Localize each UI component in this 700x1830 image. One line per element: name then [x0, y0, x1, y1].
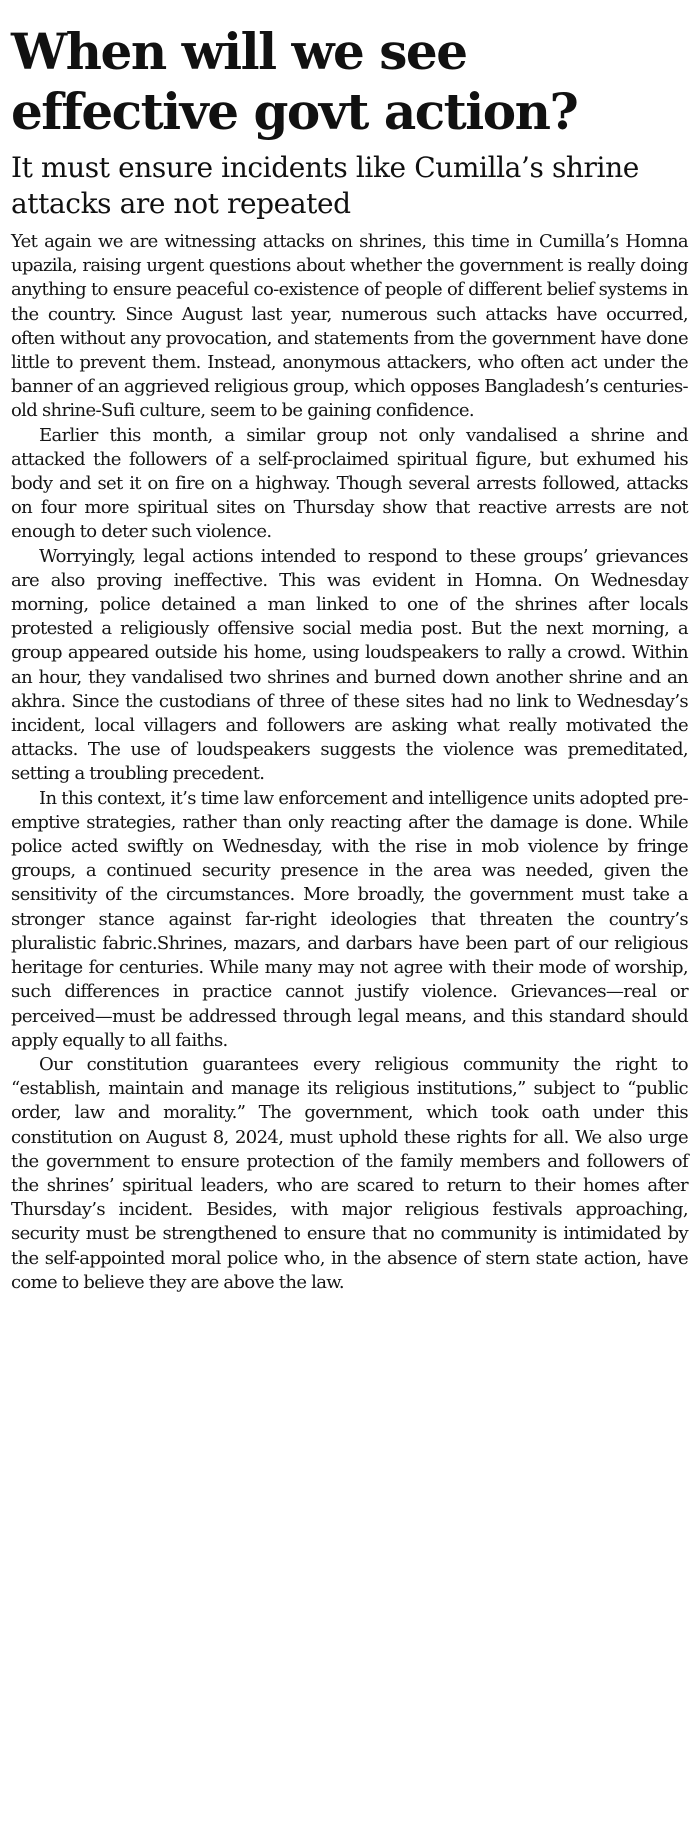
- article-headline: When will we see effective govt action?: [11, 22, 578, 141]
- body-paragraph: Yet again we are witnessing attacks on shrines, this time in Cumilla’s Homna upazila, raising urgent questions about whether the government is really doing anything to ensure peaceful co-existence of people of different belief systems in the country. Since August last year, numerous such attacks have occurred, often without any provocation, and statements from the government have done little to prevent them. Instead, anonymous attackers, who often act under the banner of an aggrieved religious group, which opposes Bangladesh’s centuries-old shrine-Sufi culture, seem to be gaining confidence.: [11, 231, 688, 422]
- body-paragraph: In this context, it’s time law enforcement and intelligence units adopted pre-emptive strategies, rather than only reacting after the damage is done. While police acted swiftly on Wednesday, with the rise in mob violence by fringe groups, a continued security presence in the area was needed, given the sensitivity of the circumstances. More broadly, the government must take a stronger stance against far-right ideologies that threaten the country’s pluralistic fabric.Shrines, mazars, and darbars have been part of our religious heritage for centuries. While many may not agree with their mode of worship, such differences in practice cannot justify violence. Grievances—real or perceived—must be addressed through legal means, and this standard should apply equally to all faiths.: [11, 787, 688, 1051]
- article-subheadline: It must ensure incidents like Cumilla’s shrine attacks are not repeated: [11, 151, 639, 220]
- body-paragraph: Our constitution guarantees every religious community the right to “establish, maintain and manage its religious institutions,” subject to “public order, law and morality.” The government, which took oath under this constitution on August 8, 2024, must uphold these rights for all. We also urge the government to ensure protection of the family members and followers of the shrines’ spiritual leaders, who are scared to return to their homes after Thursday’s incident. Besides, with major religious festivals approaching, security must be strengthened to ensure that no community is intimidated by the self-appointed moral police who, in the absence of stern state action, have come to believe they are above the law.: [11, 1053, 688, 1293]
- body-paragraph: Earlier this month, a similar group not only vandalised a shrine and attacked the followers of a self-proclaimed spiritual figure, but exhumed his body and set it on fire on a highway. Though several arrests followed, attacks on four more spiritual sites on Thursday show that reactive arrests are not enough to deter such violence.: [11, 424, 688, 543]
- body-paragraph: Worryingly, legal actions intended to respond to these groups’ grievances are also proving ineffective. This was evident in Homna. On Wednesday morning, police detained a man linked to one of the shrines after locals protested a religiously offensive social media post. But the next morning, a group appeared outside his home, using loudspeakers to rally a crowd. Within an hour, they vandalised two shrines and burned down another shrine and an akhra. Since the custodians of three of these sites had no link to Wednesday’s incident, local villagers and followers are asking what really motivated the attacks. The use of loudspeakers suggests the violence was premeditated, setting a troubling precedent.: [11, 545, 688, 785]
- article-body: [11, 230, 688, 1295]
